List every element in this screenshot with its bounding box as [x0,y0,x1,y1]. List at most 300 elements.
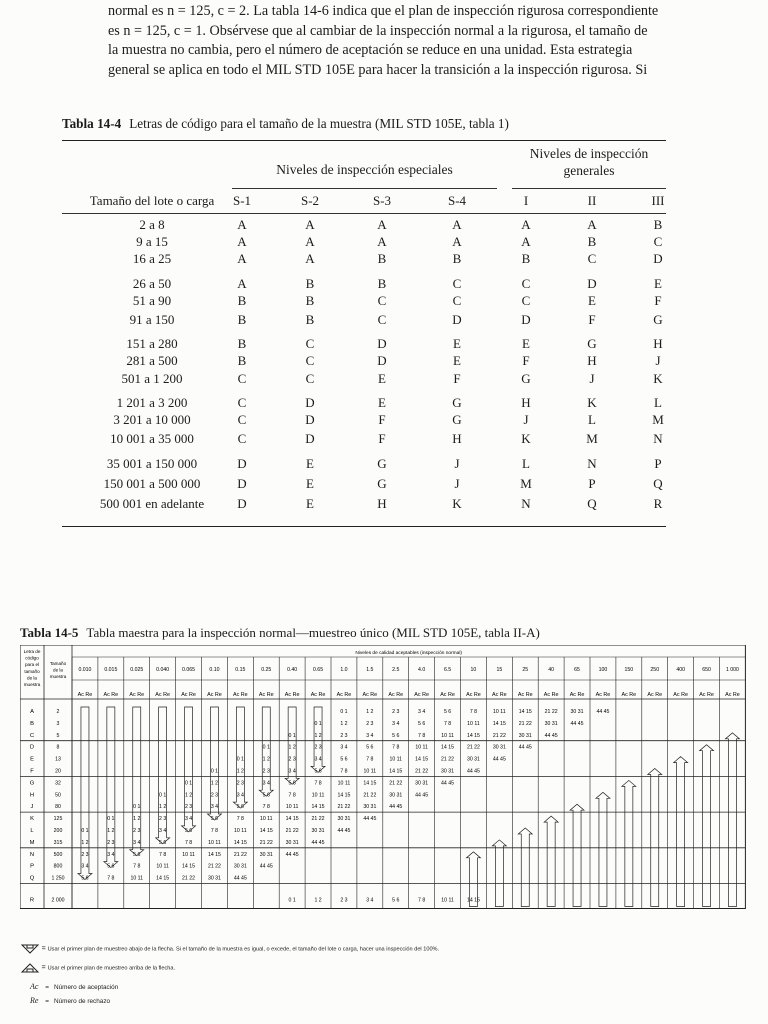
table5-acre-label: Ac Re [362,692,378,698]
table5-row-size: 200 [53,828,63,834]
table5-plan-cell: 3 4 [262,780,270,787]
table4-code-cell: F [654,293,662,308]
table4-code-cell: G [521,371,531,386]
paragraph-line: normal es n = 125, c = 2. La tabla 14-6 indica que el plan de inspección rigurosa correspondiente [108,3,659,19]
table5-plan-cell: 5 6 [288,780,296,787]
legend-down-arrow-text: Usar el primer plan de muestreo abajo de la flecha. Si el tamaño de la muestra es igual, o excede, el tamaño del lote o carga, hacer una inspección del 100%. [47,946,440,953]
table5-plan-cell: 2 3 [107,839,115,846]
table4-code-cell: K [653,371,663,386]
table5-plan-cell: 30 31 [389,792,403,799]
table5-aql-level: 1.0 [340,667,348,673]
table4-lot-cell: 1 201 a 3 200 [116,395,188,410]
table5-plan-cell: 2 3 [210,792,219,799]
table5-plan-cell: 44 45 [415,792,429,799]
table5-plan-cell: 30 31 [492,744,506,751]
table5-plan-cell: 14 15 [182,863,196,870]
legend-ac: Ac = Número de aceptación [30,982,119,991]
table5-plan-cell: 7 8 [107,875,115,882]
table5-plan-cell: 21 22 [389,780,403,787]
table4-general-group-line: generales [563,163,615,178]
table4-code-cell: D [305,431,315,446]
table4-code-cell: C [653,234,663,249]
table5-row-letter: G [29,780,35,787]
table5-aql-level: 250 [650,667,660,673]
legend-up-arrow: = Usar el primer plan de muestreo arriba de la flecha. [20,963,175,973]
table4-code-cell: J [589,371,595,386]
table5-acre-label: Ac Re [103,692,119,698]
table5-plan-cell: 3 4 [107,851,115,858]
table5-col1-header: Letra de [23,649,41,654]
table4-code-cell: E [378,395,386,410]
table5 [20,645,768,940]
table4-code-cell: B [305,276,315,291]
table4-code-cell: F [378,412,386,427]
table4-col-header: II [587,193,597,208]
table4-code-cell: G [377,476,387,491]
table5-aql-header: Niveles de calidad aceptables (inspección normal) [355,651,463,656]
up-arrow-icon [674,757,688,907]
table5-row-letter: P [30,863,34,870]
table5-acre-label: Ac Re [440,692,455,698]
table5-plan-cell: 2 3 [288,756,296,763]
table5-plan-cell: 3 4 [159,828,167,834]
table5-plan-cell: 1 2 [184,792,193,799]
table5-aql-level: 25 [522,667,529,673]
table4-col-header: S-3 [372,193,392,208]
table5-plan-cell: 1 2 [81,839,89,846]
up-arrow-icon [725,733,739,907]
table4-code-cell: C [237,412,247,427]
table4-code-cell: H [377,496,387,511]
table4-code-cell: A [237,251,247,266]
table4-code-cell: A [377,234,387,249]
table5-plan-cell: 14 15 [363,780,377,787]
table4-header-rule [62,213,666,214]
table4-code-cell: H [653,336,663,351]
table5-plan-cell: 3 4 [366,732,374,739]
table4-code-cell: F [378,431,386,446]
table5-col2-header: Tamaño [49,661,67,666]
table5-plan-cell: 0 1 [314,720,322,727]
table5-plan-cell: 44 45 [311,839,325,846]
table5-plan-cell: 10 11 [441,732,454,739]
table5-plan-cell: 7 8 [210,828,219,834]
table4-code-cell: D [237,476,247,491]
table5-acre-label: Ac Re [258,692,274,698]
table5-plan-cell: 5 6 [107,863,115,870]
table4-col-header: S-2 [300,193,320,208]
table4-code-cell: K [521,431,531,446]
table4-code-cell: C [377,293,387,308]
table5-plan-cell: 10 11 [311,792,325,799]
table5-plan-cell: 7 8 [366,756,374,763]
table5-plan-cell: 1 2 [236,768,244,775]
table4-code-cell: H [452,431,462,446]
table4-code-cell: L [654,395,662,410]
table5-row-letter: E [30,756,34,763]
table4-code-cell: B [237,336,247,351]
table5-plan-cell: 7 8 [392,744,400,751]
table5-plan-cell: 30 31 [518,732,532,739]
table5-row-letter: F [30,768,34,775]
table5-plan-cell: 30 31 [415,780,429,787]
table5-row-letter: A [30,709,34,715]
table4-code-cell: N [521,496,531,511]
table5-acre-label: Ac Re [492,692,507,698]
table4-code-cell: E [654,276,662,291]
table5-plan-cell: 21 22 [233,851,247,858]
table5-plan-cell: 10 11 [493,709,506,715]
table4-special-rule [232,188,497,189]
table4-col-header: I [523,193,529,208]
table5-acre-label: Ac Re [181,692,196,698]
table4-lot-cell: 3 201 a 10 000 [113,412,191,427]
table4-code-cell: A [237,234,247,249]
table4-col-header: III [651,193,665,208]
table5-aql-level: 0.040 [156,667,170,673]
table4-code-cell: A [237,276,247,291]
legend-down-arrow: = Usar el primer plan de muestreo abajo de la flecha. Si el tamaño de la muestra es igual, o excede, el tamaño del lote o carga, hacer una inspección del 100%. [20,944,439,954]
table5-label: Tabla 14-5 [20,625,79,640]
table5-plan-cell: 3 4 [133,839,141,846]
table5-row-letter: D [29,744,35,751]
table4-code-cell: B [237,353,247,368]
table5-plan-cell: 10 11 [234,828,247,834]
table5-plan-cell: 0 1 [210,768,219,775]
table4-lot-header: Tamaño del lote o carga [89,193,215,208]
table5-plan-cell: 10 11 [182,851,195,858]
table4-code-cell: G [653,312,663,327]
table5-plan-cell: 7 8 [340,768,348,775]
table4-code-cell: C [521,276,531,291]
table5-plan-cell: 3 4 [236,792,244,799]
table4-special-group: Niveles de inspección especiales [276,162,453,177]
table5-plan-cell: 10 11 [363,768,377,775]
table5-plan-cell: 44 45 [596,709,610,715]
table4-code-cell: B [237,293,247,308]
table5-plan-cell: 10 11 [130,875,144,882]
table5-acre-label: Ac Re [673,692,688,698]
table5-plan-cell: 0 1 [288,732,296,739]
table5-plan-cell: 7 8 [314,780,322,787]
table5-plan-cell: 2 3 [366,720,374,727]
table5-row-size: 1 250 [51,875,65,882]
table4-code-cell: A [237,217,247,232]
table4-general-rule [512,188,666,189]
table5-aql-level: 1 000 [725,667,739,673]
table5-aql-level: 0.25 [261,667,272,673]
table4-code-cell: D [521,312,531,327]
legend-re-symbol: Re [30,996,39,1005]
table4-code-cell: C [305,336,315,351]
table5-plan-cell: 1 2 [210,780,219,787]
legend-up-arrow-text: Usar el primer plan de muestreo arriba de la flecha. [47,965,176,972]
table5-plan-cell: 21 22 [363,792,377,799]
table4-code-cell: C [452,293,462,308]
table5-aql-level: 40 [548,667,555,673]
table4 [62,140,666,528]
table5-plan-cell: 10 11 [259,816,273,823]
table5-col2-header: muestra [49,674,67,680]
table5-aql-level: 0.65 [312,667,324,673]
table4-code-cell: C [305,353,315,368]
table4-code-cell: A [521,217,531,232]
table4-code-cell: C [377,312,387,327]
table4-code-cell: B [653,217,663,232]
table5-plan-cell: 1 2 [340,720,348,727]
table4-code-cell: L [522,456,530,471]
table5-plan-cell: 2 3 [133,828,141,834]
paragraph-line: la muestra no cambia, pero el número de aceptación se reduce en una unidad. Esta estrategia [108,42,633,59]
table4-caption-text: Letras de código para el tamaño de la muestra (MIL STD 105E, tabla 1) [129,116,509,131]
table5-plan-cell: 2 3 [262,768,270,775]
table5-plan-cell: 1 2 [314,732,322,739]
table5-aql-level: 0.010 [78,667,92,673]
table4-top-rule [62,140,666,141]
table5-plan-cell: 0 1 [184,780,193,787]
table5-plan-cell: 14 15 [441,744,455,751]
table5-plan-cell: 21 22 [441,756,455,763]
table5-plan-cell: 14 15 [156,875,170,882]
table4-code-cell: Q [653,476,663,491]
table5-plan-cell: 1 2 [366,709,374,715]
table4-code-cell: A [377,217,387,232]
table4-lot-cell: 281 a 500 [126,353,178,368]
table4-lot-cell: 16 a 25 [132,251,172,266]
table5-aql-level: 0.40 [287,667,298,673]
table4-code-cell: D [653,251,663,266]
table5-plan-cell: 30 31 [259,851,273,858]
table5-plan-cell: 14 15 [466,732,480,739]
table5-plan-cell: 21 22 [492,732,506,739]
table5-acre-label: Ac Re [699,692,714,698]
table5-plan-cell: 10 11 [337,780,351,787]
table5-col2-header: de la [53,667,63,673]
table4-general-group-line: Niveles de inspección [529,146,649,161]
table5-plan-cell: 1 2 [159,804,167,811]
table5-aql-level: 0.015 [104,667,118,673]
table5-plan-cell: 21 22 [415,768,429,775]
table5-plan-cell: 14 15 [259,828,273,834]
table5-caption-text: Tabla maestra para la inspección normal—muestreo único (MIL STD 105E, tabla II-A) [86,625,540,640]
table4-code-cell: E [453,353,461,368]
table4-code-cell: B [377,251,387,266]
table4-code-cell: D [377,336,387,351]
table4-code-cell: D [452,312,462,327]
table5-plan-cell: 2 3 [81,851,89,858]
table4-code-cell: N [653,431,663,446]
table5-plan-cell: 30 31 [233,863,247,870]
table5-plan-cell: 2 3 [392,709,400,715]
table5-plan-cell: 30 31 [466,756,480,763]
table4-code-cell: E [306,496,314,511]
table5-plan-cell: 0 1 [107,816,115,823]
table5-row-letter: H [29,792,35,799]
table5-plan-cell: 14 15 [389,768,403,775]
table4-code-cell: E [306,476,314,491]
table5-plan-cell: 5 6 [210,816,219,823]
table4-code-cell: J [523,412,529,427]
table4-lot-cell: 501 a 1 200 [121,371,183,386]
table5-row-size: 2 [56,709,60,715]
table5-plan-cell: 30 31 [311,828,325,834]
table5-plan-cell: 1 2 [133,816,141,823]
table5-plan-cell: 14 15 [415,756,429,763]
table5-plan-cell: 5 6 [184,828,193,834]
table5-plan-cell: 7 8 [443,720,452,727]
table5-acre-label: Ac Re [466,692,481,698]
table5-plan-cell: 44 45 [233,875,247,882]
up-arrow-icon [492,840,506,907]
table5-plan-cell: 14 15 [337,792,351,799]
table5-aql-level: 0.15 [235,667,246,673]
table5-plan-cell: 21 22 [466,744,480,751]
table5-plan-cell: 10 11 [441,897,454,904]
table5-plan-cell: 14 15 [518,709,532,715]
table4-code-cell: E [306,456,314,471]
table4-lot-cell: 91 a 150 [129,312,175,327]
table4-code-cell: K [587,395,597,410]
table5-plan-cell: 3 4 [340,744,348,751]
table5-plan-cell: 5 6 [81,875,89,882]
table5-plan-cell: 7 8 [418,732,426,739]
table4-lot-cell: 2 a 8 [139,217,165,232]
table5-plan-cell: 44 45 [363,816,377,823]
table5-plan-cell: 44 45 [518,744,532,751]
table4-code-cell: B [305,293,315,308]
table5-aql-level: 0.10 [209,667,220,673]
table5-plan-cell: 0 1 [81,828,89,834]
table4-code-cell: D [377,353,387,368]
table5-plan-cell: 5 6 [443,709,452,715]
table5-plan-cell: 5 6 [366,744,374,751]
table4-code-cell: A [587,217,597,232]
table5-aql-level: 6.5 [443,667,452,673]
table5-plan-cell: 2 3 [159,816,167,823]
table5-plan-cell: 21 22 [182,875,196,882]
table4-code-cell: G [452,395,462,410]
table4-code-cell: B [237,312,247,327]
table4-code-cell: E [522,336,530,351]
table5-plan-cell: 5 6 [340,756,348,763]
table4-code-cell: L [588,412,596,427]
table5-plan-cell: 3 4 [210,804,219,811]
table4-code-cell: P [588,476,596,491]
table5-plan-cell: 30 31 [285,839,299,846]
table5-acre-label: Ac Re [517,692,533,698]
table4-label: Tabla 14-4 [62,116,122,131]
table5-acre-label: Ac Re [310,692,326,698]
table4-code-cell: M [586,431,598,446]
table4-lot-cell: 150 001 a 500 000 [103,476,201,491]
up-arrow-icon [622,780,636,906]
table5-plan-cell: 5 6 [392,897,400,904]
table5-plan-cell: 10 11 [389,756,403,763]
table5-plan-cell: 10 11 [156,863,169,870]
table5-plan-cell: 2 3 [340,732,348,739]
table4-code-cell: B [452,251,462,266]
table5-col1-header: de la [27,675,37,681]
table4-code-cell: J [655,353,661,368]
table5-plan-cell: 44 45 [389,804,403,811]
table4-lot-cell: 151 a 280 [126,336,178,351]
up-arrow-icon [20,963,40,973]
table5-aql-level: 0.025 [130,667,144,673]
table4-code-cell: C [237,431,247,446]
table4-code-cell: M [520,476,532,491]
table4-lot-cell: 10 001 a 35 000 [110,431,194,446]
table5-plan-cell: 44 45 [259,863,273,870]
table5-plan-cell: 5 6 [314,768,322,775]
table5-acre-label: Ac Re [336,692,352,698]
table4-code-cell: B [305,312,315,327]
table5-plan-cell: 10 11 [415,744,428,751]
table5-plan-cell: 44 45 [337,828,351,834]
table5-row-letter: N [29,851,35,858]
table5-plan-cell: 21 22 [337,804,351,811]
table5-plan-cell: 44 45 [285,851,299,858]
table4-code-cell: C [237,395,247,410]
table5-plan-cell: 3 4 [314,756,322,763]
table4-code-cell: A [521,234,531,249]
table5-plan-cell: 14 15 [207,851,221,858]
table5-acre-label: Ac Re [569,692,585,698]
table5-plan-cell: 21 22 [285,828,299,834]
table5-plan-cell: 7 8 [288,792,296,799]
table5-plan-cell: 1 2 [107,828,115,834]
table5-acre-label: Ac Re [284,692,300,698]
table5-acre-label: Ac Re [543,692,559,698]
legend-ac-text: Número de aceptación [53,984,119,991]
table4-col-header: S-1 [232,193,252,208]
paragraph-line: es n = 125, c = 1. Obsérvese que al cambiar de la inspección normal a la rigurosa, el tamaño de [108,22,648,39]
table4-code-cell: C [587,251,597,266]
table5-row-letter: J [30,804,34,811]
table5-row-size: 20 [55,768,61,775]
table5-plan-cell: 30 31 [544,720,558,727]
table4-code-cell: R [653,496,663,511]
table5-plan-cell: 7 8 [184,839,193,846]
table4-code-cell: H [587,353,597,368]
table5-row-letter: K [30,816,34,823]
table5-plan-cell: 3 4 [81,863,89,870]
table5-aql-level: 100 [598,667,608,673]
table5-aql-level: 150 [624,667,634,673]
table4-code-cell: C [237,371,247,386]
table5-row-letter: R [29,897,35,904]
table5-aql-level: 1.5 [366,667,374,673]
table5-acre-label: Ac Re [595,692,611,698]
table4-code-cell: F [522,353,530,368]
table5-plan-cell: 2 3 [236,780,244,787]
table5-plan-cell: 21 22 [207,863,221,870]
table5-plan-cell: 2 3 [314,744,322,751]
table4-code-cell: H [521,395,531,410]
table5-plan-cell: 3 4 [366,897,374,904]
table4-code-cell: D [237,456,247,471]
down-arrow-icon [182,707,196,832]
table4-code-cell: N [587,456,597,471]
table5-plan-cell: 30 31 [337,816,351,823]
table5-row-size: 125 [53,816,63,823]
table5-plan-cell: 21 22 [518,720,532,727]
table4-code-cell: A [452,217,462,232]
table5-plan-cell: 44 45 [441,780,455,787]
table5-plan-cell: 7 8 [418,897,426,904]
table5-row-letter: Q [29,875,35,882]
legend-re: Re = Número de rechazo [30,996,111,1005]
table4-bottom-rule [62,526,666,527]
